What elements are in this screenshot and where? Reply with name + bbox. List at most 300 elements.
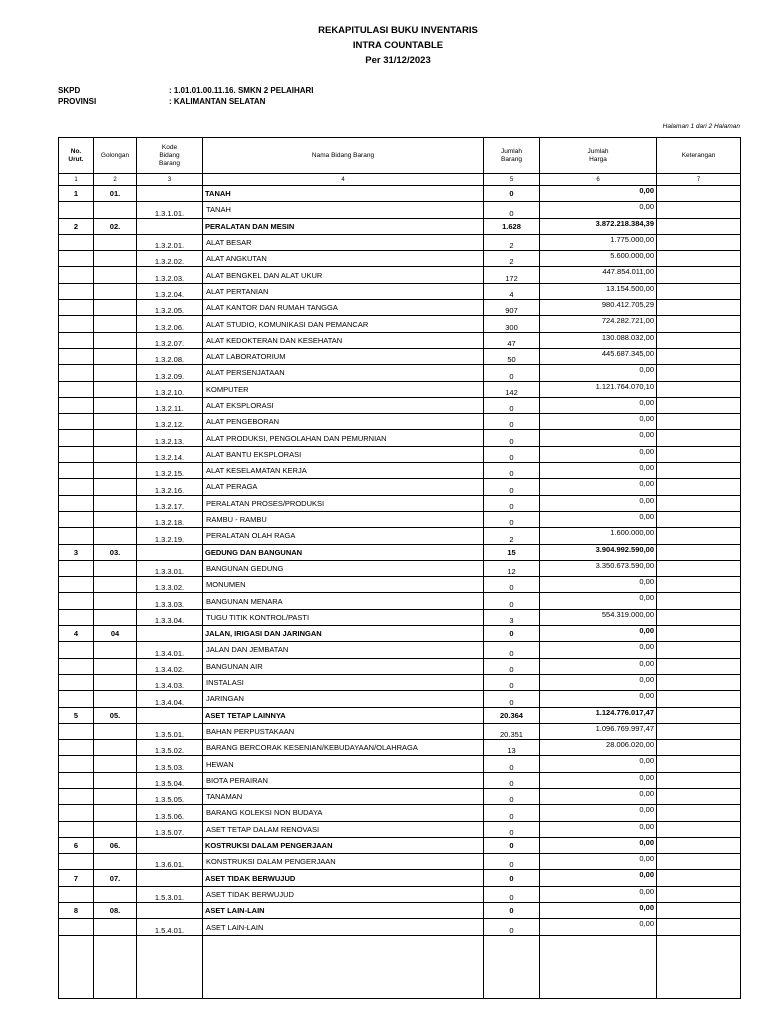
cell-nama: TANAH [203, 202, 484, 218]
cell-golongan [94, 202, 137, 218]
cell-jumlah: 12 [484, 560, 540, 576]
cell-harga: 0,00 [540, 788, 657, 804]
cell-keterangan [657, 919, 741, 935]
cell-jumlah: 0 [484, 805, 540, 821]
cell-no [59, 479, 94, 495]
cell-golongan [94, 316, 137, 332]
table-row [59, 414, 741, 430]
cell-harga: 0,00 [540, 463, 657, 479]
cell-harga: 0,00 [540, 886, 657, 902]
cell-harga: 0,00 [540, 854, 657, 870]
cell-harga: 28.006.020,00 [540, 740, 657, 756]
cell-golongan [94, 593, 137, 609]
cell-keterangan [657, 348, 741, 364]
cell-nama: PERALATAN DAN MESIN [203, 218, 484, 234]
cell-kode [137, 626, 203, 642]
skpd-value: : 1.01.01.00.11.16. SMKN 2 PELAIHARI [169, 86, 314, 95]
cell-golongan: 03. [94, 544, 137, 560]
cell-jumlah: 0 [484, 495, 540, 511]
cell-harga: 0,00 [540, 658, 657, 674]
column-number: 1 [59, 174, 94, 186]
cell-nama: BANGUNAN AIR [203, 658, 484, 674]
cell-harga: 0,00 [540, 186, 657, 202]
cell-golongan [94, 251, 137, 267]
table-row [59, 919, 741, 935]
cell-keterangan [657, 528, 741, 544]
cell-nama: ALAT PENGEBORAN [203, 414, 484, 430]
cell-nama: ALAT PERTANIAN [203, 283, 484, 299]
table-row [59, 365, 741, 381]
cell-golongan [94, 283, 137, 299]
cell-jumlah: 4 [484, 283, 540, 299]
cell-jumlah: 13 [484, 740, 540, 756]
cell-no [59, 397, 94, 413]
cell-golongan [94, 691, 137, 707]
cell-nama: GEDUNG DAN BANGUNAN [203, 544, 484, 560]
cell-harga: 0,00 [540, 756, 657, 772]
table-row [59, 658, 741, 674]
cell-no [59, 348, 94, 364]
cell-golongan [94, 528, 137, 544]
cell-jumlah: 142 [484, 381, 540, 397]
cell-harga: 0,00 [540, 446, 657, 462]
table-row [59, 234, 741, 250]
cell-harga: 1.600.000,00 [540, 528, 657, 544]
cell-golongan [94, 919, 137, 935]
cell-jumlah: 0 [484, 642, 540, 658]
table-row [59, 593, 741, 609]
cell-harga: 1.124.776.017,47 [540, 707, 657, 723]
cell-kode: 1.5.4.01. [137, 919, 203, 935]
cell-nama: ALAT KESELAMATAN KERJA [203, 463, 484, 479]
cell-keterangan [657, 740, 741, 756]
cell-kode [137, 837, 203, 853]
table-row [59, 772, 741, 788]
cell-golongan [94, 642, 137, 658]
cell-jumlah: 300 [484, 316, 540, 332]
cell-golongan [94, 430, 137, 446]
cell-harga: 0,00 [540, 577, 657, 593]
cell-nama: BARANG BERCORAK KESENIAN/KEBUDAYAAN/OLAHRAGA [203, 740, 484, 756]
cell-nama: TUGU TITIK KONTROL/PASTI [203, 609, 484, 625]
cell-keterangan [657, 267, 741, 283]
cell-kode: 1.3.3.03. [137, 593, 203, 609]
cell-golongan [94, 495, 137, 511]
cell-nama: ALAT ANGKUTAN [203, 251, 484, 267]
table-row [59, 577, 741, 593]
cell-jumlah: 0 [484, 919, 540, 935]
cell-keterangan [657, 593, 741, 609]
cell-jumlah: 0 [484, 854, 540, 870]
cell-jumlah: 0 [484, 414, 540, 430]
header-no [59, 138, 94, 174]
cell-harga: 0,00 [540, 511, 657, 527]
header-nama [203, 138, 484, 174]
cell-keterangan [657, 674, 741, 690]
table-row [59, 609, 741, 625]
cell-nama: ALAT BESAR [203, 234, 484, 250]
header-golongan [94, 138, 137, 174]
cell-golongan [94, 756, 137, 772]
inventory-table [58, 137, 741, 999]
cell-keterangan [657, 365, 741, 381]
cell-keterangan [657, 430, 741, 446]
cell-harga: 0,00 [540, 593, 657, 609]
cell-no: 2 [59, 218, 94, 234]
cell-no [59, 821, 94, 837]
cell-nama: ALAT STUDIO, KOMUNIKASI DAN PEMANCAR [203, 316, 484, 332]
report-title: REKAPITULASI BUKU INVENTARIS [318, 25, 478, 36]
cell-jumlah: 0 [484, 446, 540, 462]
cell-no [59, 267, 94, 283]
cell-harga: 445.687.345,00 [540, 348, 657, 364]
cell-harga: 0,00 [540, 821, 657, 837]
cell-keterangan [657, 577, 741, 593]
table-row [59, 300, 741, 316]
cell-keterangan [657, 218, 741, 234]
cell-no [59, 674, 94, 690]
cell-jumlah: 0 [484, 903, 540, 919]
cell-keterangan [657, 772, 741, 788]
cell-harga: 0,00 [540, 919, 657, 935]
cell-kode: 1.3.2.09. [137, 365, 203, 381]
cell-nama: INSTALASI [203, 674, 484, 690]
cell-jumlah: 2 [484, 251, 540, 267]
cell-keterangan [657, 642, 741, 658]
cell-harga: 0,00 [540, 837, 657, 853]
table-row [59, 642, 741, 658]
cell-nama: ALAT PERAGA [203, 479, 484, 495]
cell-golongan [94, 463, 137, 479]
cell-no [59, 300, 94, 316]
cell-nama: BIOTA PERAIRAN [203, 772, 484, 788]
cell-harga: 0,00 [540, 691, 657, 707]
cell-harga: 0,00 [540, 202, 657, 218]
cell-keterangan [657, 479, 741, 495]
cell-golongan [94, 772, 137, 788]
cell-kode: 1.3.2.10. [137, 381, 203, 397]
cell-harga: 980.412.705,29 [540, 300, 657, 316]
cell-harga: 5.600.000,00 [540, 251, 657, 267]
cell-jumlah: 0 [484, 691, 540, 707]
column-number: 5 [484, 174, 540, 186]
cell-kode: 1.3.2.11. [137, 397, 203, 413]
cell-no [59, 283, 94, 299]
table-row [59, 805, 741, 821]
cell-no [59, 511, 94, 527]
cell-keterangan [657, 283, 741, 299]
cell-keterangan [657, 805, 741, 821]
cell-jumlah: 0 [484, 870, 540, 886]
cell-no: 3 [59, 544, 94, 560]
table-row [59, 528, 741, 544]
group-row [59, 707, 741, 723]
cell-keterangan [657, 251, 741, 267]
report-date: Per 31/12/2023 [365, 55, 431, 66]
cell-kode [137, 544, 203, 560]
cell-golongan [94, 234, 137, 250]
cell-no [59, 463, 94, 479]
cell-keterangan [657, 202, 741, 218]
cell-keterangan [657, 234, 741, 250]
cell-nama: BANGUNAN MENARA [203, 593, 484, 609]
cell-nama: ALAT KEDOKTERAN DAN KESEHATAN [203, 332, 484, 348]
table-row [59, 316, 741, 332]
column-number: 4 [203, 174, 484, 186]
cell-nama: PERALATAN OLAH RAGA [203, 528, 484, 544]
cell-no: 7 [59, 870, 94, 886]
cell-no [59, 495, 94, 511]
cell-jumlah: 20.364 [484, 707, 540, 723]
cell-nama: ALAT PRODUKSI, PENGOLAHAN DAN PEMURNIAN [203, 430, 484, 446]
cell-no: 6 [59, 837, 94, 853]
cell-kode: 1.3.5.07. [137, 821, 203, 837]
header-kode-text: Kode Bidang Barang [159, 143, 180, 167]
column-number: 3 [137, 174, 203, 186]
cell-kode: 1.3.2.06. [137, 316, 203, 332]
cell-golongan: 01. [94, 186, 137, 202]
table-row [59, 283, 741, 299]
cell-nama: JALAN, IRIGASI DAN JARINGAN [203, 626, 484, 642]
cell-jumlah: 0 [484, 788, 540, 804]
cell-no [59, 381, 94, 397]
cell-golongan [94, 821, 137, 837]
cell-nama: ASET LAIN-LAIN [203, 903, 484, 919]
cell-keterangan [657, 658, 741, 674]
cell-jumlah: 2 [484, 234, 540, 250]
cell-keterangan [657, 332, 741, 348]
cell-jumlah: 0 [484, 772, 540, 788]
cell-nama: BARANG KOLEKSI NON BUDAYA [203, 805, 484, 821]
cell-no [59, 202, 94, 218]
column-number: 2 [94, 174, 137, 186]
cell-no: 5 [59, 707, 94, 723]
header-row [59, 138, 741, 174]
cell-harga: 1.096.769.997,47 [540, 723, 657, 739]
cell-keterangan [657, 756, 741, 772]
cell-kode: 1.3.2.18. [137, 511, 203, 527]
cell-harga: 0,00 [540, 805, 657, 821]
cell-golongan [94, 609, 137, 625]
cell-golongan [94, 658, 137, 674]
cell-no: 4 [59, 626, 94, 642]
cell-kode: 1.3.2.03. [137, 267, 203, 283]
table-row [59, 511, 741, 527]
cell-nama: KONSTRUKSI DALAM PENGERJAAN [203, 854, 484, 870]
header-harga [540, 138, 657, 174]
cell-harga: 554.319.000,00 [540, 609, 657, 625]
cell-kode: 1.3.2.12. [137, 414, 203, 430]
cell-nama: ALAT PERSENJATAAN [203, 365, 484, 381]
table-row [59, 495, 741, 511]
cell-kode: 1.3.5.03. [137, 756, 203, 772]
cell-jumlah: 0 [484, 626, 540, 642]
cell-keterangan [657, 463, 741, 479]
cell-nama: ASET TETAP DALAM RENOVASI [203, 821, 484, 837]
cell-kode: 1.3.4.02. [137, 658, 203, 674]
cell-keterangan [657, 609, 741, 625]
table-row [59, 821, 741, 837]
table-row [59, 674, 741, 690]
cell-jumlah: 0 [484, 756, 540, 772]
cell-kode: 1.3.2.05. [137, 300, 203, 316]
cell-kode: 1.3.5.04. [137, 772, 203, 788]
cell-no [59, 642, 94, 658]
cell-jumlah: 3 [484, 609, 540, 625]
cell-harga: 0,00 [540, 397, 657, 413]
cell-kode: 1.3.2.19. [137, 528, 203, 544]
group-row [59, 626, 741, 642]
cell-golongan: 07. [94, 870, 137, 886]
cell-no [59, 723, 94, 739]
cell-harga: 0,00 [540, 674, 657, 690]
cell-jumlah: 0 [484, 397, 540, 413]
cell-golongan: 06. [94, 837, 137, 853]
cell-jumlah: 2 [484, 528, 540, 544]
cell-harga: 0,00 [540, 479, 657, 495]
cell-harga: 1.775.000,00 [540, 234, 657, 250]
table-row [59, 348, 741, 364]
cell-jumlah: 0 [484, 479, 540, 495]
cell-keterangan [657, 626, 741, 642]
cell-jumlah: 0 [484, 837, 540, 853]
cell-golongan [94, 560, 137, 576]
cell-jumlah: 0 [484, 511, 540, 527]
cell-nama: BAHAN PERPUSTAKAAN [203, 723, 484, 739]
cell-nama: ALAT LABORATORIUM [203, 348, 484, 364]
cell-kode [137, 903, 203, 919]
cell-kode [137, 707, 203, 723]
cell-harga: 3.872.218.384,39 [540, 218, 657, 234]
cell-harga: 0,00 [540, 365, 657, 381]
cell-nama: HEWAN [203, 756, 484, 772]
cell-golongan [94, 267, 137, 283]
cell-no [59, 740, 94, 756]
cell-harga: 0,00 [540, 495, 657, 511]
cell-nama: ASET TIDAK BERWUJUD [203, 870, 484, 886]
cell-no [59, 788, 94, 804]
cell-kode: 1.3.2.04. [137, 283, 203, 299]
cell-golongan [94, 365, 137, 381]
header-kode [137, 138, 203, 174]
cell-golongan [94, 446, 137, 462]
cell-no [59, 316, 94, 332]
cell-jumlah: 172 [484, 267, 540, 283]
cell-no [59, 756, 94, 772]
provinsi-label: PROVINSI [58, 97, 97, 106]
table-row [59, 397, 741, 413]
cell-kode: 1.3.6.01. [137, 854, 203, 870]
cell-no [59, 577, 94, 593]
cell-keterangan [657, 903, 741, 919]
cell-harga: 13.154.500,00 [540, 283, 657, 299]
cell-no [59, 446, 94, 462]
empty-cell [657, 935, 741, 998]
header-keterangan-text: Keterangan [681, 151, 716, 159]
cell-kode: 1.3.2.16. [137, 479, 203, 495]
cell-keterangan [657, 414, 741, 430]
cell-harga: 3.350.673.590,00 [540, 560, 657, 576]
table-row [59, 251, 741, 267]
cell-jumlah: 0 [484, 365, 540, 381]
cell-no [59, 430, 94, 446]
table-row [59, 332, 741, 348]
cell-nama: PERALATAN PROSES/PRODUKSI [203, 495, 484, 511]
group-row [59, 186, 741, 202]
cell-no [59, 805, 94, 821]
cell-harga: 130.088.032,00 [540, 332, 657, 348]
cell-keterangan [657, 316, 741, 332]
table-row [59, 691, 741, 707]
cell-no: 8 [59, 903, 94, 919]
cell-golongan [94, 511, 137, 527]
cell-kode: 1.3.4.03. [137, 674, 203, 690]
cell-no [59, 886, 94, 902]
cell-kode: 1.3.2.14. [137, 446, 203, 462]
cell-jumlah: 0 [484, 886, 540, 902]
cell-golongan [94, 300, 137, 316]
cell-golongan [94, 723, 137, 739]
cell-keterangan [657, 788, 741, 804]
cell-kode: 1.3.3.04. [137, 609, 203, 625]
cell-nama: ASET TIDAK BERWUJUD [203, 886, 484, 902]
cell-jumlah: 0 [484, 658, 540, 674]
cell-nama: TANAH [203, 186, 484, 202]
cell-kode: 1.3.3.01. [137, 560, 203, 576]
cell-nama: ALAT KANTOR DAN RUMAH TANGGA [203, 300, 484, 316]
cell-keterangan [657, 870, 741, 886]
cell-jumlah: 47 [484, 332, 540, 348]
cell-harga: 0,00 [540, 870, 657, 886]
header-keterangan [657, 138, 741, 174]
cell-kode [137, 186, 203, 202]
table-row [59, 854, 741, 870]
cell-keterangan [657, 837, 741, 853]
empty-cell [94, 935, 137, 998]
header-jumlah-text: Jumlah Barang [501, 147, 522, 163]
table-row [59, 267, 741, 283]
cell-kode: 1.3.4.01. [137, 642, 203, 658]
cell-keterangan [657, 511, 741, 527]
cell-golongan: 08. [94, 903, 137, 919]
group-row [59, 218, 741, 234]
cell-kode: 1.5.3.01. [137, 886, 203, 902]
table-row [59, 740, 741, 756]
cell-kode: 1.3.1.01. [137, 202, 203, 218]
cell-harga: 0,00 [540, 772, 657, 788]
cell-no [59, 593, 94, 609]
cell-jumlah: 15 [484, 544, 540, 560]
cell-jumlah: 0 [484, 674, 540, 690]
cell-kode: 1.3.5.01. [137, 723, 203, 739]
cell-kode: 1.3.3.02. [137, 577, 203, 593]
cell-jumlah: 1.628 [484, 218, 540, 234]
header-golongan-text: Golongan [100, 151, 130, 159]
cell-nama: JALAN DAN JEMBATAN [203, 642, 484, 658]
cell-harga: 0,00 [540, 642, 657, 658]
table-row [59, 446, 741, 462]
cell-nama: BANGUNAN GEDUNG [203, 560, 484, 576]
cell-harga: 1.121.764.070,10 [540, 381, 657, 397]
cell-no [59, 251, 94, 267]
empty-cell [59, 935, 94, 998]
table-row [59, 560, 741, 576]
cell-kode: 1.3.5.02. [137, 740, 203, 756]
cell-keterangan [657, 300, 741, 316]
cell-golongan [94, 886, 137, 902]
cell-kode: 1.3.2.17. [137, 495, 203, 511]
cell-keterangan [657, 886, 741, 902]
